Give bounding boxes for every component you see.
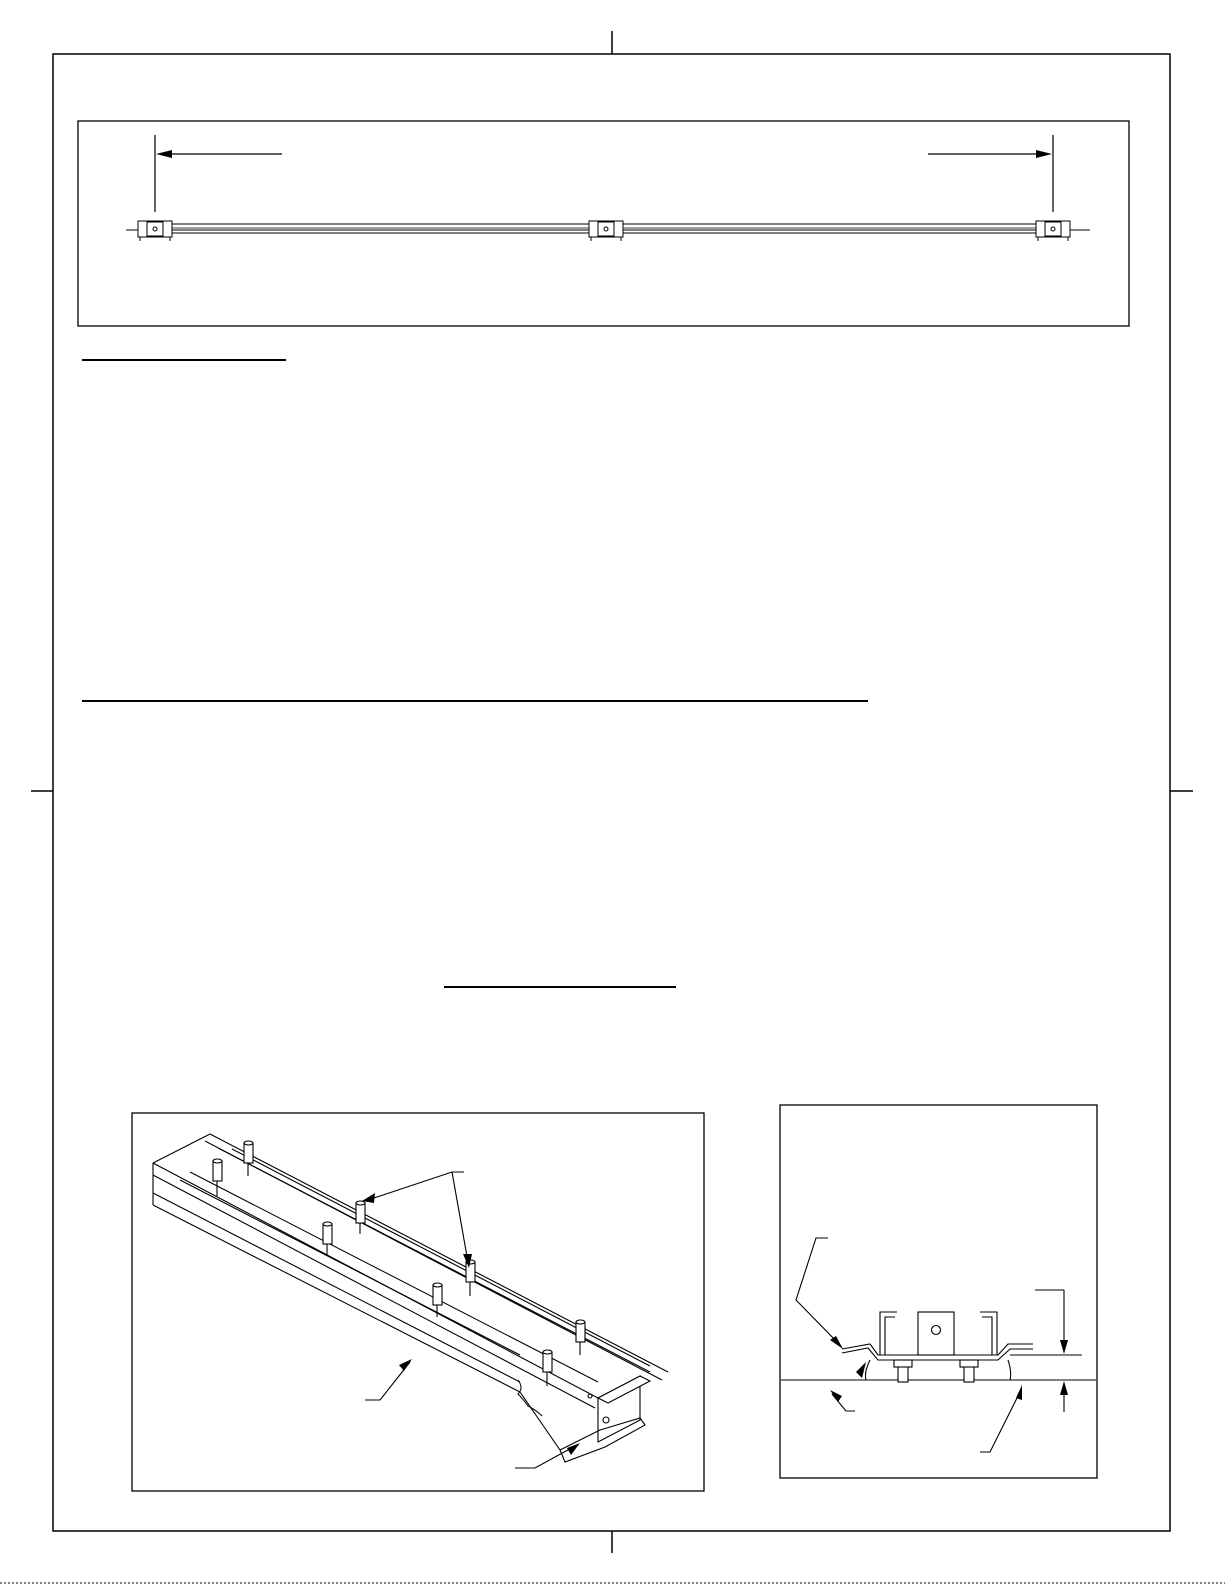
drawing-border xyxy=(53,54,1170,1531)
heading-3-underline xyxy=(444,986,676,988)
overall-length-view xyxy=(78,121,1129,326)
rail-clip-left xyxy=(138,221,172,241)
channel-section-view xyxy=(780,1105,1097,1478)
rail-clip-right xyxy=(1036,221,1070,241)
rail-clip-center xyxy=(589,221,623,241)
channel-isometric-view xyxy=(132,1113,704,1491)
heading-1-underline xyxy=(82,359,286,361)
heading-2-underline xyxy=(82,700,868,702)
